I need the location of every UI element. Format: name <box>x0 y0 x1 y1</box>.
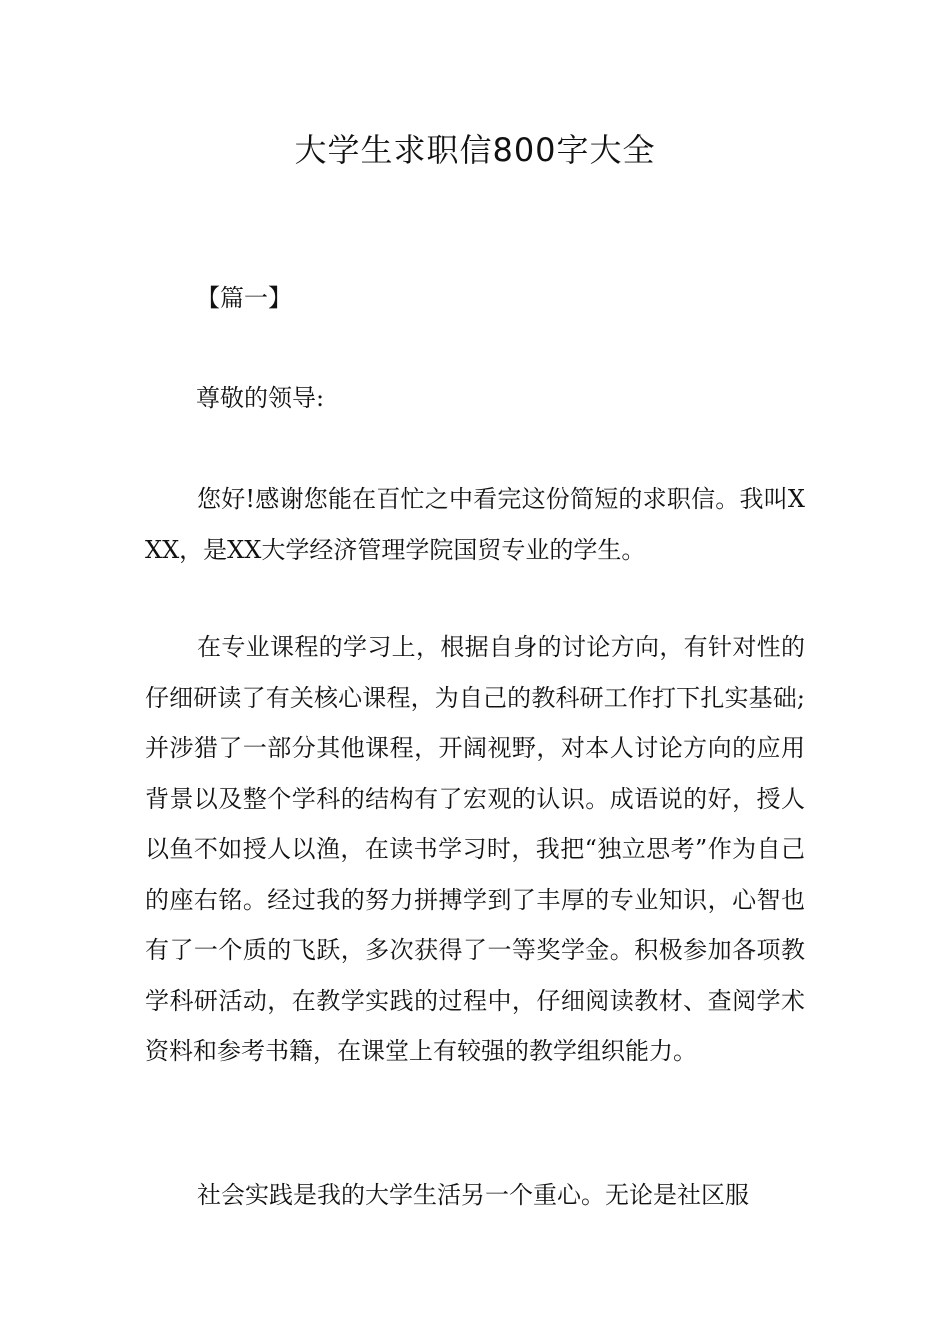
paragraph-introduction: 您好!感谢您能在百忙之中看完这份简短的求职信。我叫XXX，是XX大学经济管理学院国贸专业的学生。 <box>145 485 805 564</box>
paragraph-practice: 社会实践是我的大学生活另一个重心。无论是社区服 <box>197 1181 749 1209</box>
salutation: 尊敬的领导: <box>196 384 325 412</box>
section-label: 【篇一】 <box>196 284 292 312</box>
document-title: 大学生求职信800字大全 <box>294 131 656 169</box>
paragraph-study: 在专业课程的学习上，根据自身的讨论方向，有针对性的仔细研读了有关核心课程，为自己的教科研工作打下扎实基础;并涉猎了一部分其他课程，开阔视野，对本人讨论方向的应用背景以及整个学科的结构有了宏观的认识。成语说的好，授人以鱼不如授人以渔，在读书学习时，我把“独立思考”作为自己的座右铭。经过我的努力拼搏学到了丰厚的专业知识，心智也有了一个质的飞跃，多次获得了一等奖学金。积极参加各项教学科研活动，在教学实践的过程中，仔细阅读教材、查阅学术资料和参考书籍，在课堂上有较强的教学组织能力。 <box>145 633 805 1065</box>
